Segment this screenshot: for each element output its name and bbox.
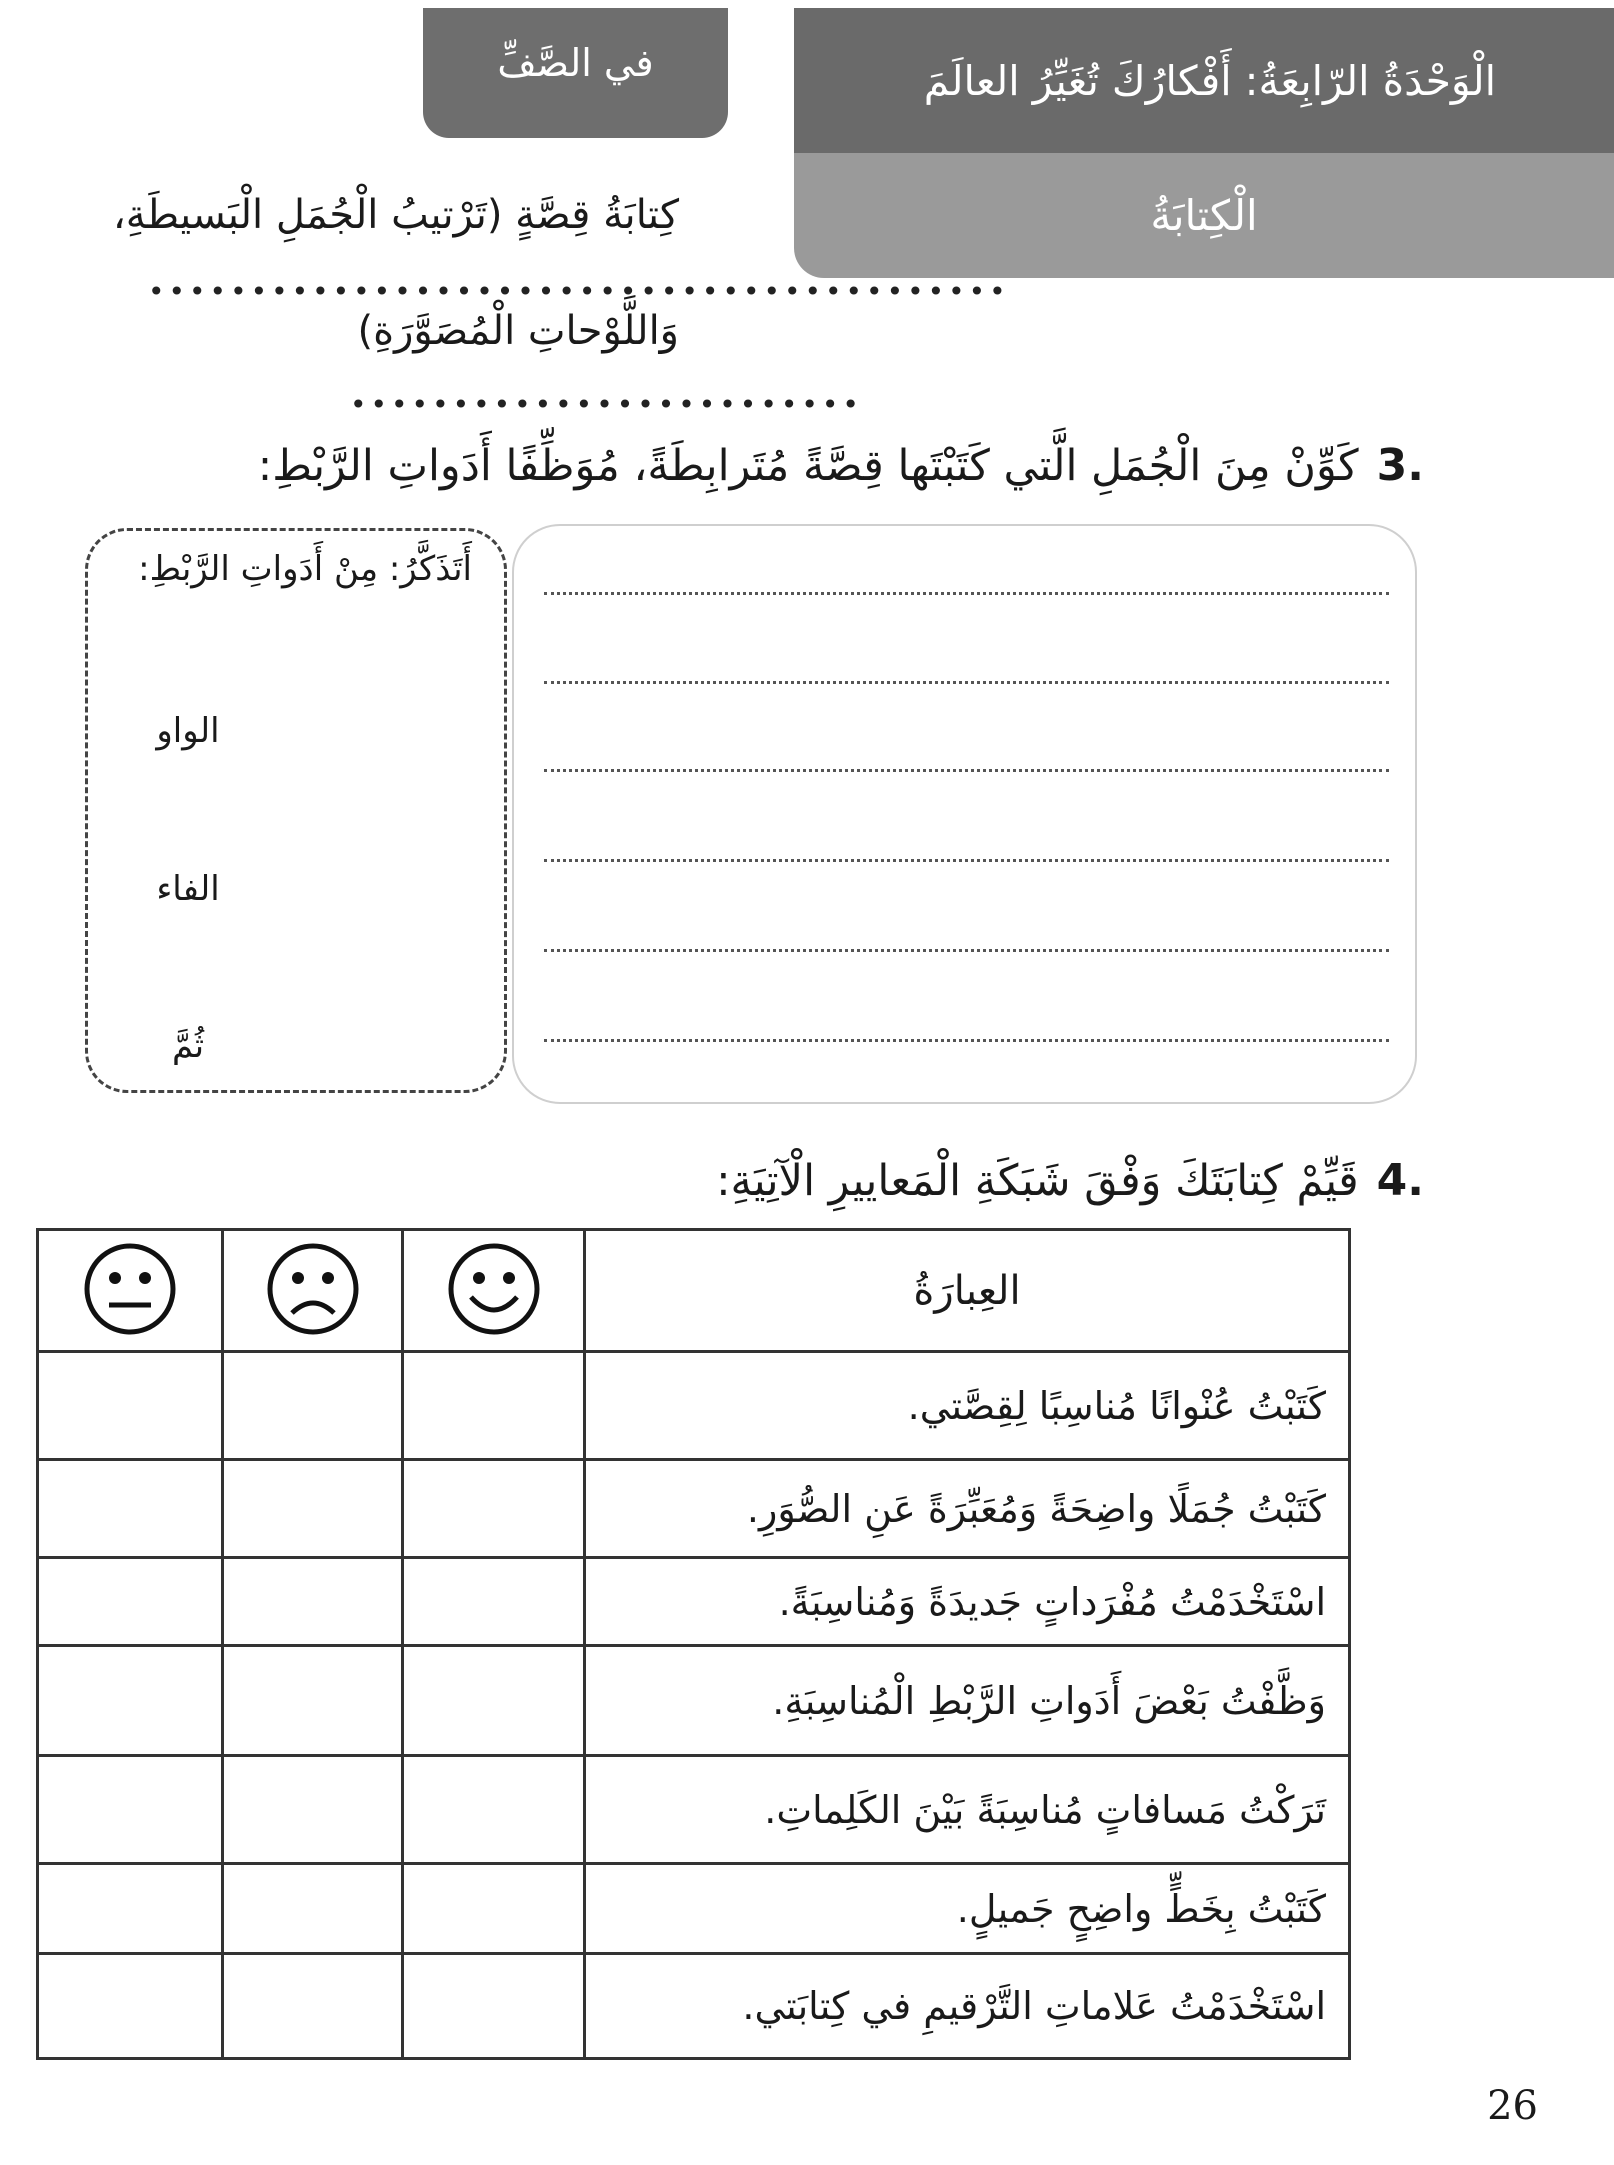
rating-cell[interactable] xyxy=(403,1646,585,1756)
unit-title-bar xyxy=(794,8,1614,153)
criterion-text: كَتَبْتُ عُنْوانًا مُناسِبًا لِقِصَّتي. xyxy=(585,1352,1350,1460)
connector-item: الفاء xyxy=(156,869,220,909)
question-text: قَيِّمْ كِتابَتَكَ وَفْقَ شَبَكَةِ الْمَعاييرِ الْآتِيَةِ: xyxy=(716,1155,1359,1206)
page-number: 26 xyxy=(1487,2083,1538,2129)
rating-cell[interactable] xyxy=(38,1460,223,1558)
writing-line[interactable] xyxy=(544,592,1389,595)
criterion-text: اسْتَخْدَمْتُ عَلاماتِ التَّرْقيمِ في كِتابَتي. xyxy=(585,1954,1350,2059)
table-header-statement: العِبارَةُ xyxy=(585,1230,1350,1352)
rating-cell[interactable] xyxy=(38,1558,223,1646)
unit-banner xyxy=(794,8,1614,278)
rating-cell[interactable] xyxy=(403,1954,585,2059)
rating-cell[interactable] xyxy=(38,1352,223,1460)
rating-cell[interactable] xyxy=(38,1646,223,1756)
rating-cell[interactable] xyxy=(38,1864,223,1954)
table-header-row xyxy=(38,1230,1350,1352)
dotted-divider: ••••••••••••••••••••••••• xyxy=(350,388,863,421)
happy-face-icon xyxy=(403,1230,585,1352)
writing-line[interactable] xyxy=(544,681,1389,684)
rating-cell[interactable] xyxy=(223,1864,403,1954)
rating-cell[interactable] xyxy=(38,1954,223,2059)
question-number: 3. xyxy=(1376,440,1424,491)
rating-cell[interactable] xyxy=(403,1352,585,1460)
lesson-title-line2: وَاللَّوْحاتِ الْمُصَوَّرَةِ) xyxy=(357,308,679,354)
rating-cell[interactable] xyxy=(403,1756,585,1864)
criterion-text: كَتَبْتُ بِخَطٍّ واضِحٍ جَميلٍ. xyxy=(585,1864,1350,1954)
dotted-divider: •••••••••••••••••••••••••••••••••••••••••• xyxy=(148,275,1010,308)
table-row xyxy=(38,1864,1350,1954)
reminder-box xyxy=(85,528,507,1093)
rating-cell[interactable] xyxy=(223,1756,403,1864)
rating-cell[interactable] xyxy=(403,1558,585,1646)
class-tab-label: في الصَّفِّ xyxy=(497,41,654,85)
connector-item: ثُمَّ xyxy=(171,1026,205,1066)
rating-cell[interactable] xyxy=(403,1864,585,1954)
criterion-text: كَتَبْتُ جُمَلًا واضِحَةً وَمُعَبِّرَةً عَنِ الصُّوَرِ. xyxy=(585,1460,1350,1558)
rating-cell[interactable] xyxy=(403,1460,585,1558)
sad-face-icon xyxy=(223,1230,403,1352)
table-row xyxy=(38,1558,1350,1646)
neutral-face-icon xyxy=(38,1230,223,1352)
criterion-text: وَظَّفْتُ بَعْضَ أَدَواتِ الرَّبْطِ الْمُناسِبَةِ. xyxy=(585,1646,1350,1756)
writing-line[interactable] xyxy=(544,949,1389,952)
table-row xyxy=(38,1954,1350,2059)
table-row xyxy=(38,1460,1350,1558)
writing-area[interactable] xyxy=(512,524,1417,1104)
connector-item: الواو xyxy=(156,711,220,751)
question-4 xyxy=(716,1155,1424,1206)
section-bar xyxy=(794,153,1614,278)
criterion-text: تَرَكْتُ مَسافاتٍ مُناسِبَةً بَيْنَ الكَلِماتِ. xyxy=(585,1756,1350,1864)
rating-cell[interactable] xyxy=(38,1756,223,1864)
rating-cell[interactable] xyxy=(223,1460,403,1558)
writing-line[interactable] xyxy=(544,859,1389,862)
class-tab xyxy=(423,8,728,138)
section-title: الْكِتابَةُ xyxy=(1150,191,1258,240)
question-3 xyxy=(258,440,1424,491)
rating-cell[interactable] xyxy=(223,1954,403,2059)
criterion-text: اسْتَخْدَمْتُ مُفْرَداتٍ جَديدَةً وَمُناسِبَةً. xyxy=(585,1558,1350,1646)
rubric-table xyxy=(36,1228,1351,2060)
lesson-title-line1: كِتابَةُ قِصَّةٍ (تَرْتيبُ الْجُمَلِ الْبَسيطَةِ، xyxy=(112,192,679,238)
question-text: كَوِّنْ مِنَ الْجُمَلِ الَّتي كَتَبْتَها قِصَّةً مُتَرابِطَةً، مُوَظِّفًا أَدَواتِ الرَّبْطِ: xyxy=(257,440,1359,491)
writing-line[interactable] xyxy=(544,1039,1389,1042)
rating-cell[interactable] xyxy=(223,1558,403,1646)
unit-title: الْوَحْدَةُ الرّابِعَةُ: أَفْكارُكَ تُغَيِّرُ العالَمَ xyxy=(923,56,1496,105)
reminder-title: أَتَذَكَّرُ: مِنْ أَدَواتِ الرَّبْطِ: xyxy=(138,549,472,589)
table-row xyxy=(38,1352,1350,1460)
writing-line[interactable] xyxy=(544,769,1389,772)
rating-cell[interactable] xyxy=(223,1646,403,1756)
rating-cell[interactable] xyxy=(223,1352,403,1460)
question-number: 4. xyxy=(1376,1155,1424,1206)
table-row xyxy=(38,1646,1350,1756)
table-row xyxy=(38,1756,1350,1864)
